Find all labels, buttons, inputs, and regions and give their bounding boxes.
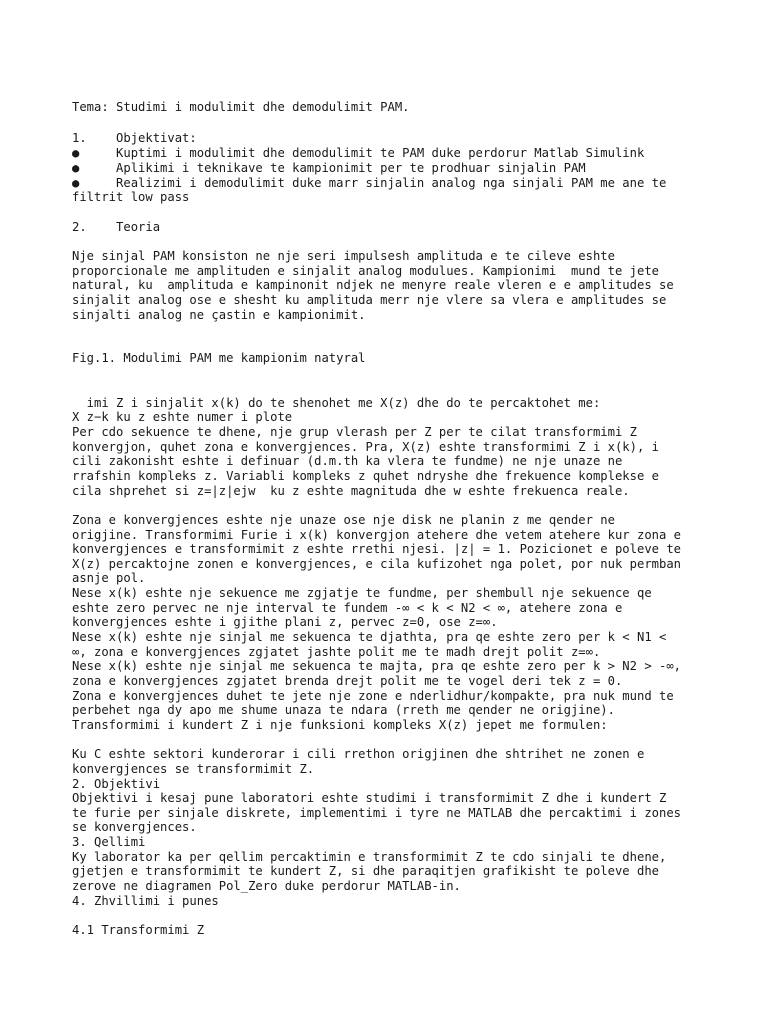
paragraph-line: se konvergjences.: [72, 820, 197, 834]
paragraph-line: eshte zero pervec ne nje interval te fundem -∞ < k < N2 < ∞, atehere zona e: [72, 601, 623, 615]
paragraph-line: zona e konvergjences zgjatet brenda drejt polit me te vogel deri tek z = 0.: [72, 674, 623, 688]
paragraph-line: Nese x(k) eshte nje sinjal me sekuenca te majta, pra qe eshte zero per k > N2 > -∞,: [72, 659, 682, 673]
paragraph-line: sinjalit analog ose e shesht ku amplituda merr nje vlere sa vlera e amplitudes se: [72, 293, 667, 307]
paragraph-line: Per cdo sekuence te dhene, nje grup vlerash per Z per te cilat transformimi Z: [72, 425, 637, 439]
bullet-item: ● Realizimi i demodulimit duke marr sinjalin analog nga sinjali PAM me ane te: [72, 176, 667, 190]
document-title: Tema: Studimi i modulimit dhe demodulimit PAM.: [72, 100, 410, 114]
paragraph-line: Nje sinjal PAM konsiston ne nje seri impulsesh amplituda e te cileve eshte: [72, 249, 615, 263]
bullet-item-continuation: filtrit low pass: [72, 190, 190, 204]
paragraph-line: X(z) percaktojne zonen e konvergjences, e cila kufizohet nga polet, por nuk permban: [72, 557, 682, 571]
paragraph-line: Nese x(k) eshte nje sekuence me zgjatje te fundme, per shembull nje sekuence qe: [72, 586, 652, 600]
paragraph-line: cila shprehet si z=|z|ejw ku z eshte magnituda dhe w eshte frekuenca reale.: [72, 484, 630, 498]
paragraph-line: te furie per sinjale diskrete, implementimi i tyre ne MATLAB dhe percaktimi i zones: [72, 806, 682, 820]
paragraph-line: imi Z i sinjalit x(k) do te shenohet me X(z) dhe do te percaktohet me:: [72, 396, 601, 410]
section-heading-objektivat: 1. Objektivat:: [72, 131, 197, 145]
paragraph-line: rrafshin kompleks z. Variabli kompleks z quhet ndryshe dhe frekuence komplekse e: [72, 469, 659, 483]
paragraph-line: Zona e konvergjences eshte nje unaze ose nje disk ne planin z me qender ne: [72, 513, 615, 527]
paragraph-line: Zona e konvergjences duhet te jete nje zone e nderlidhur/kompakte, pra nuk mund te: [72, 689, 674, 703]
paragraph-line: cili zakonisht eshte i definuar (d.m.th ka vlera te fundme) ne nje unaze ne: [72, 454, 623, 468]
paragraph-line: konvergjences se transformimit Z.: [72, 762, 315, 776]
section-heading-objektivi: 2. Objektivi: [72, 777, 161, 791]
section-heading-qellimi: 3. Qellimi: [72, 835, 146, 849]
paragraph-line: Nese x(k) eshte nje sinjal me sekuenca te djathta, pra qe eshte zero per k < N1 <: [72, 630, 667, 644]
paragraph-line: zerove ne diagramen Pol_Zero duke perdorur MATLAB-in.: [72, 879, 461, 893]
paragraph-line: Transformimi i kundert Z i nje funksioni kompleks X(z) jepet me formulen:: [72, 718, 608, 732]
subsection-heading: 4.1 Transformimi Z: [72, 923, 205, 937]
section-heading-teoria: 2. Teoria: [72, 220, 161, 234]
paragraph-line: gjetjen e transformimit te kundert Z, si dhe paraqitjen grafikisht te poleve dhe: [72, 864, 659, 878]
paragraph-line: proporcionale me amplituden e sinjalit analog modulues. Kampionimi mund te jete: [72, 264, 659, 278]
paragraph-line: ∞, zona e konvergjences zgjatet jashte polit me te madh drejt polit z=∞.: [72, 645, 601, 659]
paragraph-line: Objektivi i kesaj pune laboratori eshte studimi i transformimit Z dhe i kundert Z: [72, 791, 667, 805]
figure-caption: Fig.1. Modulimi PAM me kampionim natyral: [72, 351, 366, 365]
paragraph-line: natural, ku amplituda e kampinonit ndjek ne menyre reale vleren e e amplitudes se: [72, 278, 674, 292]
paragraph-line: perbehet nga dy apo me shume unaza te ndara (rreth me qender ne origjine).: [72, 703, 615, 717]
paragraph-line: konvergjon, quhet zona e konvergjences. Pra, X(z) eshte transformimi Z i x(k), i: [72, 440, 659, 454]
bullet-item: ● Aplikimi i teknikave te kampionimit per te prodhuar sinjalin PAM: [72, 161, 586, 175]
paragraph-line: Ku C eshte sektori kunderorar i cili rrethon origjinen dhe shtrihet ne zonen e: [72, 747, 645, 761]
paragraph-line: asnje pol.: [72, 571, 146, 585]
paragraph-line: konvergjences eshte i gjithe plani z, pervec z=0, ose z=∞.: [72, 615, 498, 629]
paragraph-line: Ky laborator ka per qellim percaktimin e transformimit Z te cdo sinjali te dhene,: [72, 850, 667, 864]
paragraph-line: konvergjences e transformimit z eshte rrethi njesi. |z| = 1. Pozicionet e poleve te: [72, 542, 682, 556]
paragraph-line: origjine. Transformimi Furie i x(k) konvergjon atehere dhe vetem atehere kur zona e: [72, 528, 682, 542]
section-heading-zhvillimi: 4. Zhvillimi i punes: [72, 894, 219, 908]
paragraph-line: X z−k ku z eshte numer i plote: [72, 410, 293, 424]
paragraph-line: sinjalti analog ne çastin e kampionimit.: [72, 308, 366, 322]
bullet-item: ● Kuptimi i modulimit dhe demodulimit te PAM duke perdorur Matlab Simulink: [72, 146, 645, 160]
